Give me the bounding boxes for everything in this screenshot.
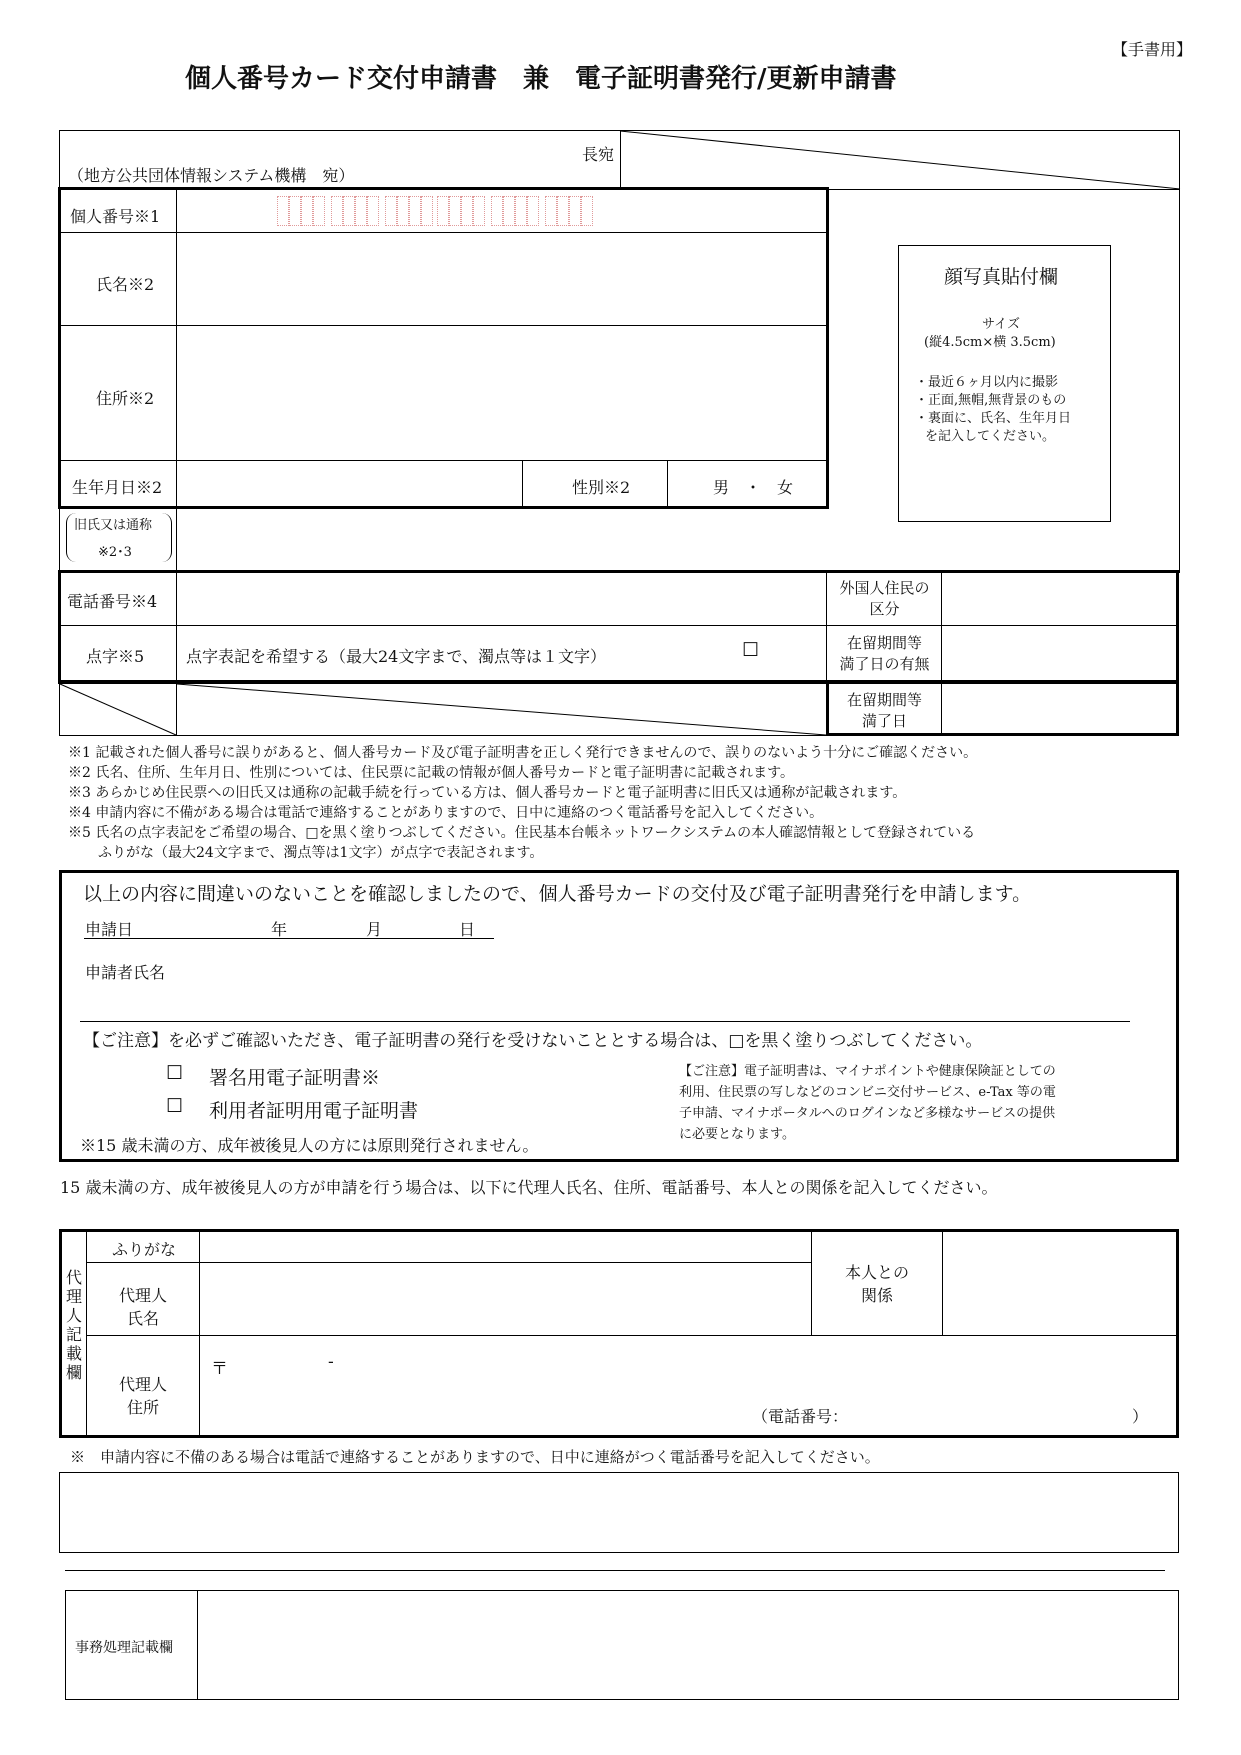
former-name-label: 旧氏又は通称: [74, 518, 153, 533]
phone-label: 電話番号※4: [67, 592, 158, 611]
relation-label-line: 本人との: [844, 1263, 909, 1282]
photo-size-value: (縦4.5cm×横 3.5cm): [924, 335, 1056, 350]
date-day: 日: [459, 920, 476, 939]
note-line: ※5 氏名の点字表記をご希望の場合、□を黒く塗りつぶしてください。住民基本台帳ネットワークシステムの本人確認情報として登録されている: [68, 825, 976, 841]
cert2-checkbox[interactable]: ☐: [166, 1095, 184, 1117]
expiry-date-input[interactable]: [943, 682, 1175, 732]
note-line: ※4 申請内容に不備がある場合は電話で連絡することがありますので、日中に連絡のつく電話番号を記入してください。: [68, 805, 824, 821]
resident-class-label-line: 区分: [869, 600, 900, 618]
addressee-label: （地方公共団体情報システム機構 宛）: [68, 166, 355, 185]
proxy-side-char: 人: [65, 1306, 82, 1325]
relation-value-column: [942, 1231, 943, 1335]
expiry-date-label-line: 在留期間等: [846, 691, 922, 709]
cert-note: ※15 歳未満の方、成年被後見人の方には原則発行されません。: [80, 1136, 539, 1155]
date-label: 申請日: [85, 920, 134, 939]
cert-info-line: 子申請、マイナポータルへのログインなど多様なサービスの提供: [679, 1106, 1056, 1121]
proxy-side-char: 欄: [65, 1363, 82, 1382]
proxy-side-char: 載: [65, 1344, 82, 1363]
proxy-side-char: 代: [65, 1268, 82, 1287]
expiry-presence-label-line: 在留期間等: [846, 634, 922, 652]
cert2-label: 利用者証明用電子証明書: [209, 1100, 419, 1122]
note-line: ※2 氏名、住所、生年月日、性別については、住民票に記載の情報が個人番号カードと電子証明書に記載されます。: [68, 765, 794, 781]
mynumber-label: 個人番号※1: [70, 207, 161, 226]
proxy-row-divider: [87, 1335, 1177, 1336]
declaration-statement: 以上の内容に間違いのないことを確認しましたので、個人番号カードの交付及び電子証明書発行を申請します。: [83, 883, 1032, 905]
proxy-address-input[interactable]: [201, 1337, 1176, 1435]
separator-line: [65, 1570, 1165, 1571]
proxy-name-label-line: 氏名: [126, 1309, 159, 1328]
mayor-suffix: 長宛: [582, 145, 615, 164]
cert1-checkbox[interactable]: ☐: [166, 1062, 184, 1084]
cert1-label: 署名用電子証明書※: [209, 1067, 381, 1089]
note-line: ふりがな（最大24文字まで、濁点等は1文字）が点字で表記されます。: [98, 845, 544, 861]
cert-info-line: に必要となります。: [679, 1127, 795, 1142]
furigana-label: ふりがな: [112, 1240, 177, 1259]
braille-label: 点字※5: [86, 647, 145, 666]
expiry-presence-label-line: 満了日の有無: [839, 655, 930, 673]
postal-mark: 〒: [211, 1359, 228, 1379]
form-tag: 【手書用】: [1112, 40, 1193, 59]
braille-option-label: 点字表記を希望する（最大24文字まで、濁点等は１文字）: [186, 647, 607, 666]
phone-note: ※ 申請内容に不備のある場合は電話で連絡することがありますので、日中に連絡がつく電話番号を記入してください。: [70, 1448, 880, 1466]
photo-note: ・最近６ヶ月以内に撮影: [915, 375, 1059, 390]
note-line: ※3 あらかじめ住民票への旧氏又は通称の記載手続を行っている方は、個人番号カードと電子証明書に旧氏又は通称が記載されます。: [68, 785, 907, 801]
proxy-address-label: [88, 1372, 198, 1418]
photo-note: ・正面,無帽,無背景のもの: [915, 393, 1067, 408]
proxy-row-divider: [87, 1262, 812, 1263]
office-input[interactable]: [199, 1591, 1177, 1699]
relation-column: [811, 1231, 812, 1335]
photo-size-label: サイズ: [982, 317, 1020, 332]
office-label-column: [197, 1590, 198, 1700]
resident-class-label-line: 外国人住民の: [839, 579, 930, 597]
date-year: 年: [271, 920, 288, 939]
birth-label: 生年月日※2: [72, 478, 163, 497]
sex-label: 性別※2: [572, 478, 631, 497]
page-title: 個人番号カード交付申請書 兼 電子証明書発行/更新申請書: [185, 64, 897, 94]
relation-label: [813, 1260, 941, 1306]
proxy-intro: 15 歳未満の方、成年被後見人の方が申請を行う場合は、以下に代理人氏名、住所、電話番号、本人との関係を記入してください。: [60, 1178, 998, 1197]
proxy-side-char: 記: [65, 1325, 82, 1344]
proxy-side-label: [62, 1268, 86, 1382]
photo-title: 顔写真貼付欄: [944, 266, 1059, 288]
relation-input[interactable]: [944, 1232, 1176, 1334]
proxy-side-char: 理: [65, 1287, 82, 1306]
braille-checkbox[interactable]: ☐: [742, 639, 760, 661]
proxy-furigana-input[interactable]: [201, 1232, 810, 1261]
relation-label-line: 関係: [860, 1286, 893, 1305]
photo-note: ・裏面に、氏名、生年月日: [915, 411, 1072, 426]
expiry-date-label-line: 満了日: [861, 712, 907, 730]
date-underline[interactable]: [84, 938, 494, 939]
former-name-label: ※2･3: [98, 545, 132, 560]
remarks-box[interactable]: [59, 1472, 1179, 1553]
applicant-name-underline[interactable]: [80, 1021, 1130, 1022]
proxy-phone-close: ）: [1132, 1407, 1149, 1426]
address-label: 住所※2: [96, 389, 155, 408]
date-month: 月: [366, 920, 383, 939]
photo-note: を記入してください。: [925, 429, 1056, 444]
sex-options[interactable]: 男 ・ 女: [713, 478, 794, 497]
office-label: 事務処理記載欄: [75, 1640, 173, 1656]
proxy-name-label: [88, 1283, 198, 1329]
name-label: 氏名※2: [96, 275, 155, 294]
expiry-date-label: [828, 689, 941, 731]
applicant-name-label: 申請者氏名: [85, 963, 166, 982]
cert-info-line: 【ご注意】電子証明書は、マイナポイントや健康保険証としての: [679, 1064, 1056, 1079]
proxy-name-input[interactable]: [201, 1264, 810, 1334]
proxy-phone-open: （電話番号：: [752, 1407, 849, 1426]
note-line: ※1 記載された個人番号に誤りがあると、個人番号カード及び電子証明書を正しく発行できませんので、誤りのないよう十分にご確認ください。: [68, 745, 978, 761]
postal-dash: -: [328, 1352, 334, 1372]
proxy-address-label-line: 代理人: [118, 1375, 167, 1394]
proxy-name-label-line: 代理人: [118, 1286, 167, 1305]
caution-text: 【ご注意】を必ずご確認いただき、電子証明書の発行を受けないこととする場合は、□を黒く塗りつぶしてください。: [83, 1031, 983, 1051]
proxy-address-label-line: 住所: [126, 1398, 159, 1417]
cert-info-line: 利用、住民票の写しなどのコンビニ交付サービス、e-Tax 等の電: [679, 1085, 1056, 1100]
